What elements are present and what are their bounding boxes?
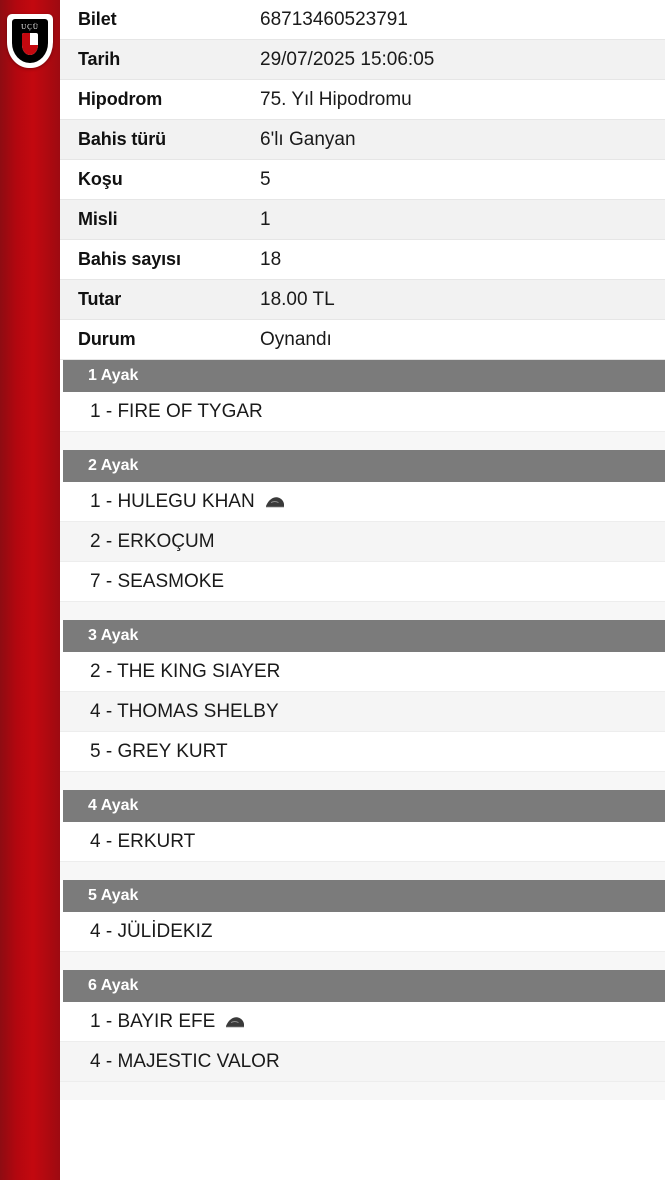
leg-body	[60, 392, 665, 450]
horse-row[interactable]	[60, 652, 665, 692]
info-row-label: Hipodrom	[78, 89, 163, 109]
info-row-label: Bilet	[78, 9, 117, 29]
horse-row[interactable]	[60, 1042, 665, 1082]
horse-label: 1 - BAYIR EFE	[90, 1010, 216, 1032]
info-row	[60, 40, 665, 80]
horse-row[interactable]	[60, 562, 665, 602]
info-row-value: 6'lı Ganyan	[260, 128, 356, 150]
jockey-cap-icon	[265, 496, 285, 508]
info-row	[60, 200, 665, 240]
horse-label: 1 - HULEGU KHAN	[90, 490, 255, 512]
info-row-value: 29/07/2025 15:06:05	[260, 48, 435, 70]
leg-body	[60, 482, 665, 620]
horse-label: 4 - THOMAS SHELBY	[90, 700, 279, 722]
jockey-cap-icon	[225, 1016, 245, 1028]
info-row-value: 18.00 TL	[260, 288, 335, 310]
legs-list	[60, 360, 665, 1100]
leg-body	[60, 1002, 665, 1100]
info-row	[60, 280, 665, 320]
horse-label: 4 - ERKURT	[90, 830, 196, 852]
leg-header: 6 Ayak	[60, 970, 665, 1002]
leg-spacer	[60, 862, 665, 880]
horse-label: 4 - MAJESTIC VALOR	[90, 1050, 280, 1072]
crest-outer	[7, 14, 53, 68]
info-row-label: Bahis türü	[78, 129, 167, 149]
leg-body	[60, 822, 665, 880]
crest-inner	[12, 19, 48, 63]
horse-row[interactable]	[60, 392, 665, 432]
info-row-value: 1	[260, 208, 271, 230]
leg-header: 2 Ayak	[60, 450, 665, 482]
leg-spacer	[60, 1082, 665, 1100]
info-row	[60, 80, 665, 120]
horse-label: 2 - ERKOÇUM	[90, 530, 215, 552]
crest-letters: UÇÜ	[21, 23, 39, 31]
leg-header: 4 Ayak	[60, 790, 665, 822]
info-row	[60, 320, 665, 360]
info-row-value: Oynandı	[260, 328, 332, 350]
horse-row[interactable]	[60, 732, 665, 772]
horse-row[interactable]	[60, 912, 665, 952]
leg-spacer	[60, 952, 665, 970]
info-row-value: 68713460523791	[260, 8, 408, 30]
leg-body	[60, 912, 665, 970]
leg-header: 3 Ayak	[60, 620, 665, 652]
horse-label: 7 - SEASMOKE	[90, 570, 225, 592]
horse-row[interactable]	[60, 822, 665, 862]
horse-label: 1 - FIRE OF TYGAR	[90, 400, 263, 422]
leg-spacer	[60, 602, 665, 620]
club-crest-logo	[7, 14, 53, 68]
content-area	[60, 0, 665, 1180]
info-row-value: 75. Yıl Hipodromu	[260, 88, 412, 110]
info-row-label: Tarih	[78, 49, 121, 69]
info-row	[60, 120, 665, 160]
info-row-label: Tutar	[78, 289, 122, 309]
info-row	[60, 240, 665, 280]
leg-spacer	[60, 772, 665, 790]
horse-label: 2 - THE KING SIAYER	[90, 660, 281, 682]
leg-header: 1 Ayak	[60, 360, 665, 392]
left-rail	[0, 0, 60, 1180]
leg-spacer	[60, 432, 665, 450]
horse-label: 4 - JÜLİDEKIZ	[90, 920, 213, 942]
info-row-label: Koşu	[78, 169, 123, 189]
info-row-label: Bahis sayısı	[78, 249, 181, 269]
horse-row[interactable]	[60, 1002, 665, 1042]
horse-label: 5 - GREY KURT	[90, 740, 228, 762]
info-row	[60, 160, 665, 200]
info-row-value: 5	[260, 168, 271, 190]
bottom-filler	[60, 1100, 665, 1140]
crest-shield-icon	[22, 33, 38, 55]
info-row-label: Misli	[78, 209, 118, 229]
leg-header: 5 Ayak	[60, 880, 665, 912]
info-row	[60, 0, 665, 40]
ticket-info-table	[60, 0, 665, 360]
info-row-value: 18	[260, 248, 282, 270]
horse-row[interactable]	[60, 692, 665, 732]
leg-body	[60, 652, 665, 790]
horse-row[interactable]	[60, 522, 665, 562]
horse-row[interactable]	[60, 482, 665, 522]
info-row-label: Durum	[78, 329, 136, 349]
